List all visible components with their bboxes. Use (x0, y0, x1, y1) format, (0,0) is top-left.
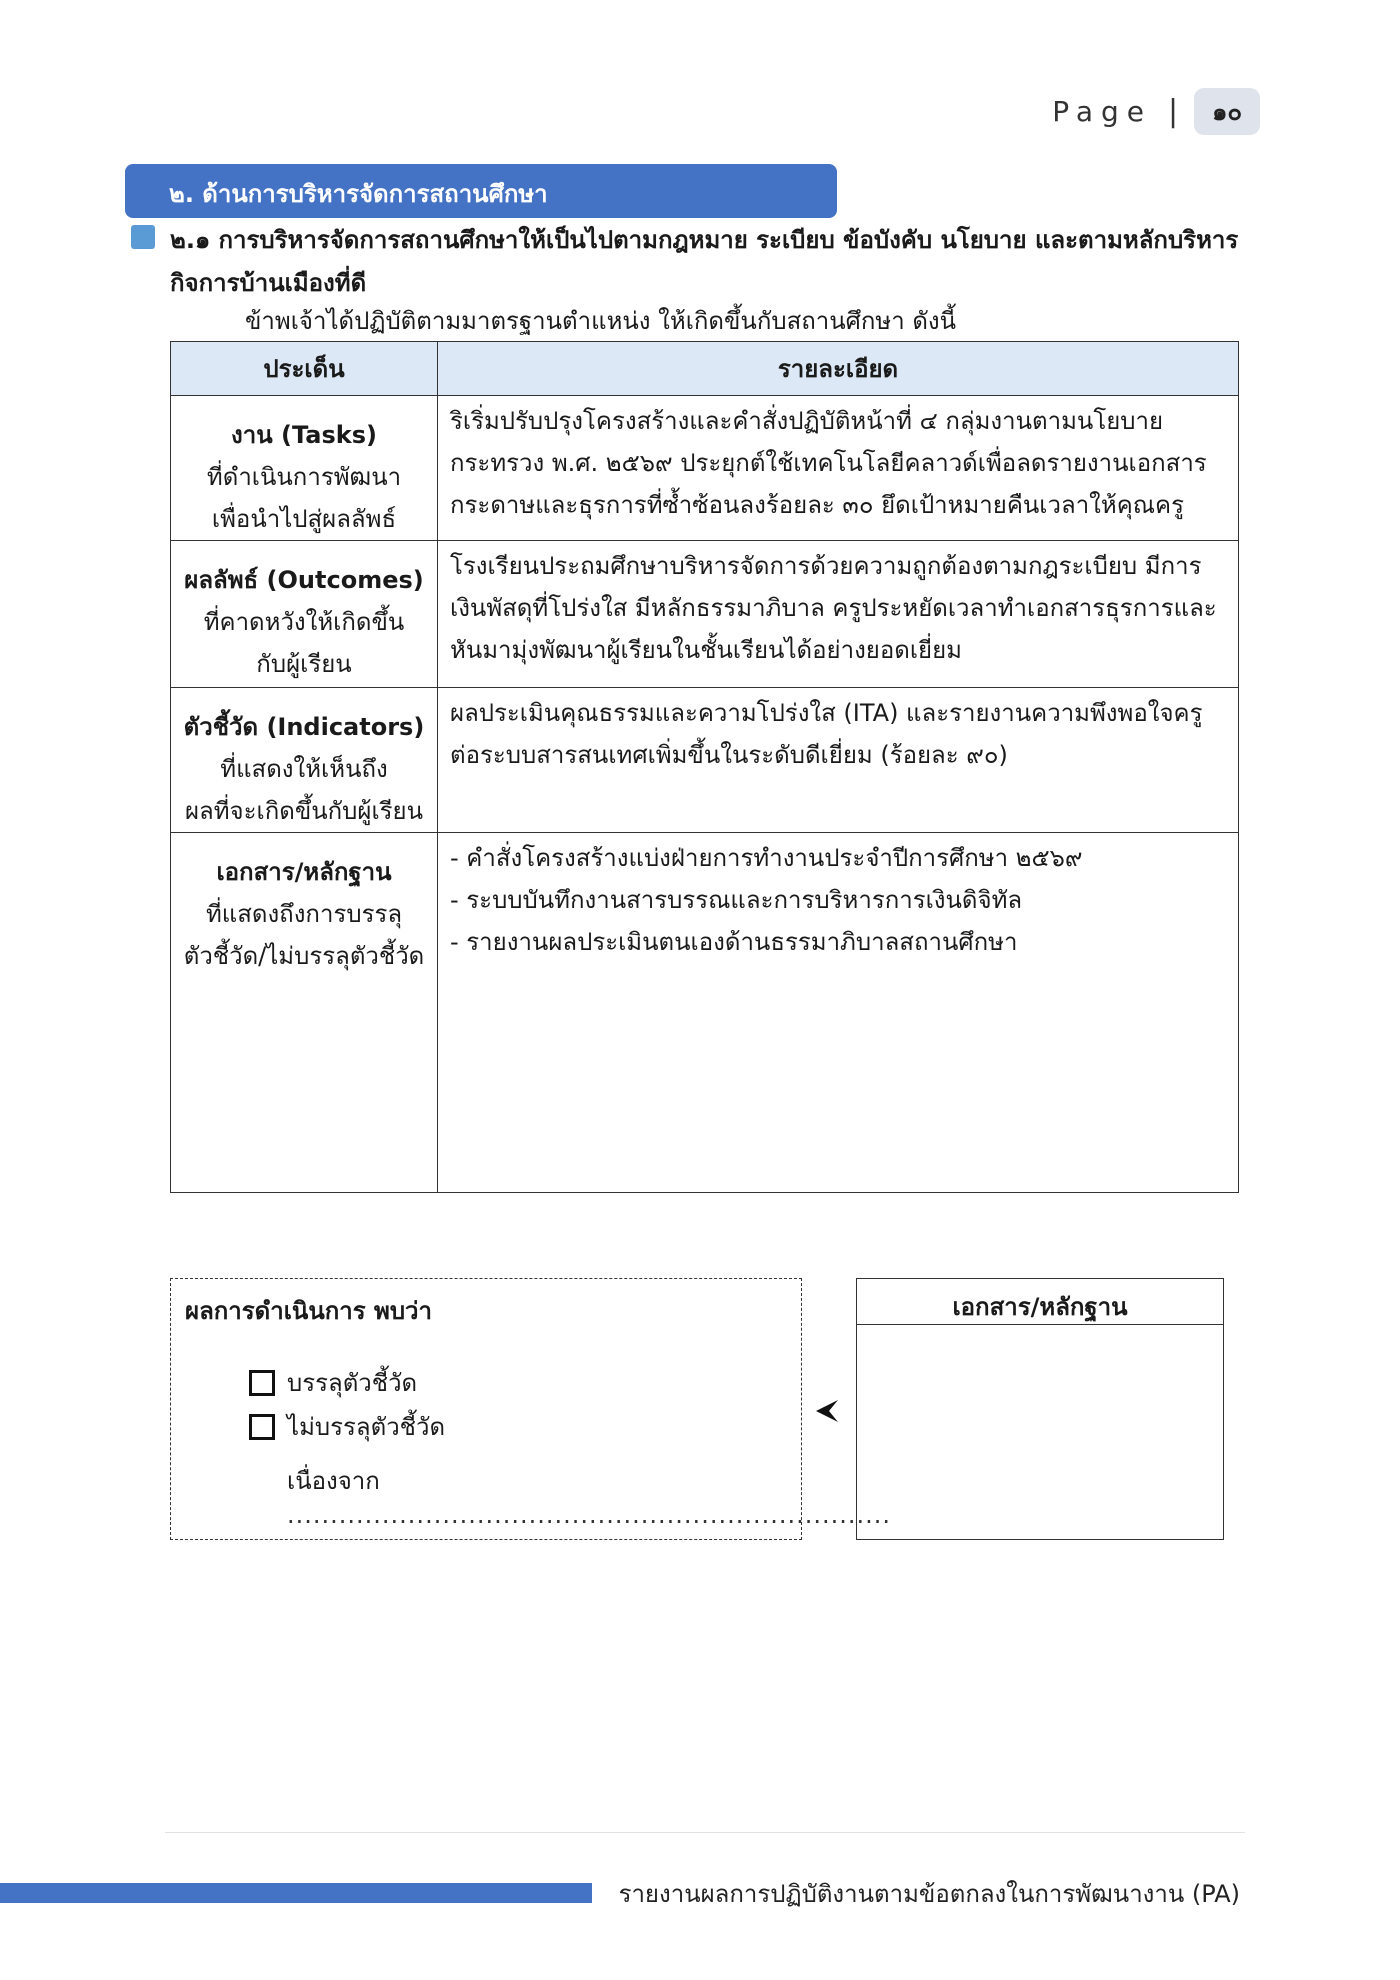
option-achieved[interactable] (249, 1363, 417, 1402)
because-label: เนื่องจาก (287, 1467, 380, 1495)
page-label: Page (1052, 95, 1152, 128)
subsection-heading: ๒.๑ การบริหารจัดการสถานศึกษาให้เป็นไปตามกฎหมาย ระเบียบ ข้อบังคับ นโยบาย และตามหลักบริหารกิจการบ้านเมืองที่ดี (170, 226, 1239, 297)
option-achieved-label: บรรลุตัวชี้วัด (287, 1369, 418, 1397)
issue-line: กับผู้เรียน (256, 650, 352, 678)
issue-line: ที่ดำเนินการพัฒนา (206, 463, 402, 491)
footer-accent-bar (0, 1883, 592, 1903)
issue-cell-tasks (171, 396, 438, 541)
issue-line: เพื่อนำไปสู่ผลลัพธ์ (211, 505, 397, 533)
criteria-table (170, 341, 1239, 1193)
arrow-left-icon (812, 1395, 842, 1435)
detail-cell-outcomes: โรงเรียนประถมศึกษาบริหารจัดการด้วยความถูกต้องตามกฎระเบียบ มีการเงินพัสดุที่โปร่งใส มีหลักธรรมาภิบาล ครูประหยัดเวลาทำเอกสารธุรการและหันมามุ่งพัฒนาผู้เรียนในชั้นเรียนได้อย่างยอดเยี่ยม (438, 541, 1239, 688)
not-achieved-checkbox[interactable] (249, 1414, 275, 1440)
issue-title-outcomes: ผลลัพธ์ (Outcomes) (184, 566, 424, 594)
issue-cell-indicators (171, 688, 438, 833)
evidence-item: - ระบบบันทึกงานสารบรรณและการบริหารการเงินดิจิทัล (450, 886, 1023, 914)
issue-line: ที่คาดหวังให้เกิดขึ้น (203, 608, 405, 636)
result-title: ผลการดำเนินการ พบว่า (185, 1297, 433, 1325)
issue-line: ที่แสดงให้เห็นถึง (220, 755, 388, 783)
table-row-outcomes (171, 541, 1239, 688)
table-row-indicators (171, 688, 1239, 833)
section-banner: ๒. ด้านการบริหารจัดการสถานศึกษา (125, 164, 837, 218)
page-header (1052, 88, 1260, 135)
evidence-box (856, 1278, 1224, 1540)
detail-cell-tasks: ริเริ่มปรับปรุงโครงสร้างและคำสั่งปฏิบัติหน้าที่ ๔ กลุ่มงานตามนโยบายกระทรวง พ.ศ. ๒๕๖๙ ประยุกต์ใช้เทคโนโลยีคลาวด์เพื่อลดรายงานเอกสารกระดาษและธุรการที่ซ้ำซ้อนลงร้อยละ ๓๐ ยึดเป้าหมายคืนเวลาให้คุณครู (438, 396, 1239, 541)
column-header-issue: ประเด็น (171, 342, 438, 396)
result-box (170, 1278, 892, 1540)
evidence-box-title: เอกสาร/หลักฐาน (857, 1279, 1223, 1325)
column-header-detail: รายละเอียด (438, 342, 1239, 396)
option-not-achieved-label: ไม่บรรลุตัวชี้วัด (287, 1413, 446, 1441)
issue-line: ผลที่จะเกิดขึ้นกับผู้เรียน (184, 797, 424, 825)
intro-text: ข้าพเจ้าได้ปฏิบัติตามมาตรฐานตำแหน่ง ให้เกิดขึ้นกับสถานศึกษา ดังนี้ (245, 307, 957, 335)
footer-text: รายงานผลการปฏิบัติงานตามข้อตกลงในการพัฒนางาน (PA) (618, 1880, 1240, 1908)
page-separator: | (1168, 94, 1179, 129)
issue-title-tasks: งาน (Tasks) (231, 421, 377, 449)
evidence-item: - คำสั่งโครงสร้างแบ่งฝ่ายการทำงานประจำปีการศึกษา ๒๕๖๙ (450, 844, 1083, 872)
arrow-left-icon-svg (812, 1396, 842, 1426)
reason-dotted-line: ...................................................................... (287, 1501, 892, 1529)
issue-title-indicators: ตัวชี้วัด (Indicators) (183, 713, 425, 741)
option-not-achieved[interactable] (249, 1407, 445, 1446)
issue-cell-outcomes (171, 541, 438, 688)
table-row-tasks (171, 396, 1239, 541)
achieved-checkbox[interactable] (249, 1370, 275, 1396)
table-header-row (171, 342, 1239, 396)
issue-line: ตัวชี้วัด/ไม่บรรลุตัวชี้วัด (183, 942, 425, 970)
footer-divider (165, 1832, 1245, 1833)
evidence-item: - รายงานผลประเมินตนเองด้านธรรมาภิบาลสถานศึกษา (450, 928, 1018, 956)
issue-cell-evidence (171, 833, 438, 1193)
table-row-evidence (171, 833, 1239, 1193)
issue-line: ที่แสดงถึงการบรรลุ (205, 900, 403, 928)
issue-title-evidence: เอกสาร/หลักฐาน (216, 858, 392, 886)
page-number: ๑๐ (1194, 88, 1260, 135)
detail-cell-evidence (438, 833, 1239, 1193)
detail-cell-indicators: ผลประเมินคุณธรรมและความโปร่งใส (ITA) และรายงานความพึงพอใจครูต่อระบบสารสนเทศเพิ่มขึ้นในระดับดีเยี่ยม (ร้อยละ ๙๐) (438, 688, 1239, 833)
square-bullet-icon (131, 225, 155, 249)
